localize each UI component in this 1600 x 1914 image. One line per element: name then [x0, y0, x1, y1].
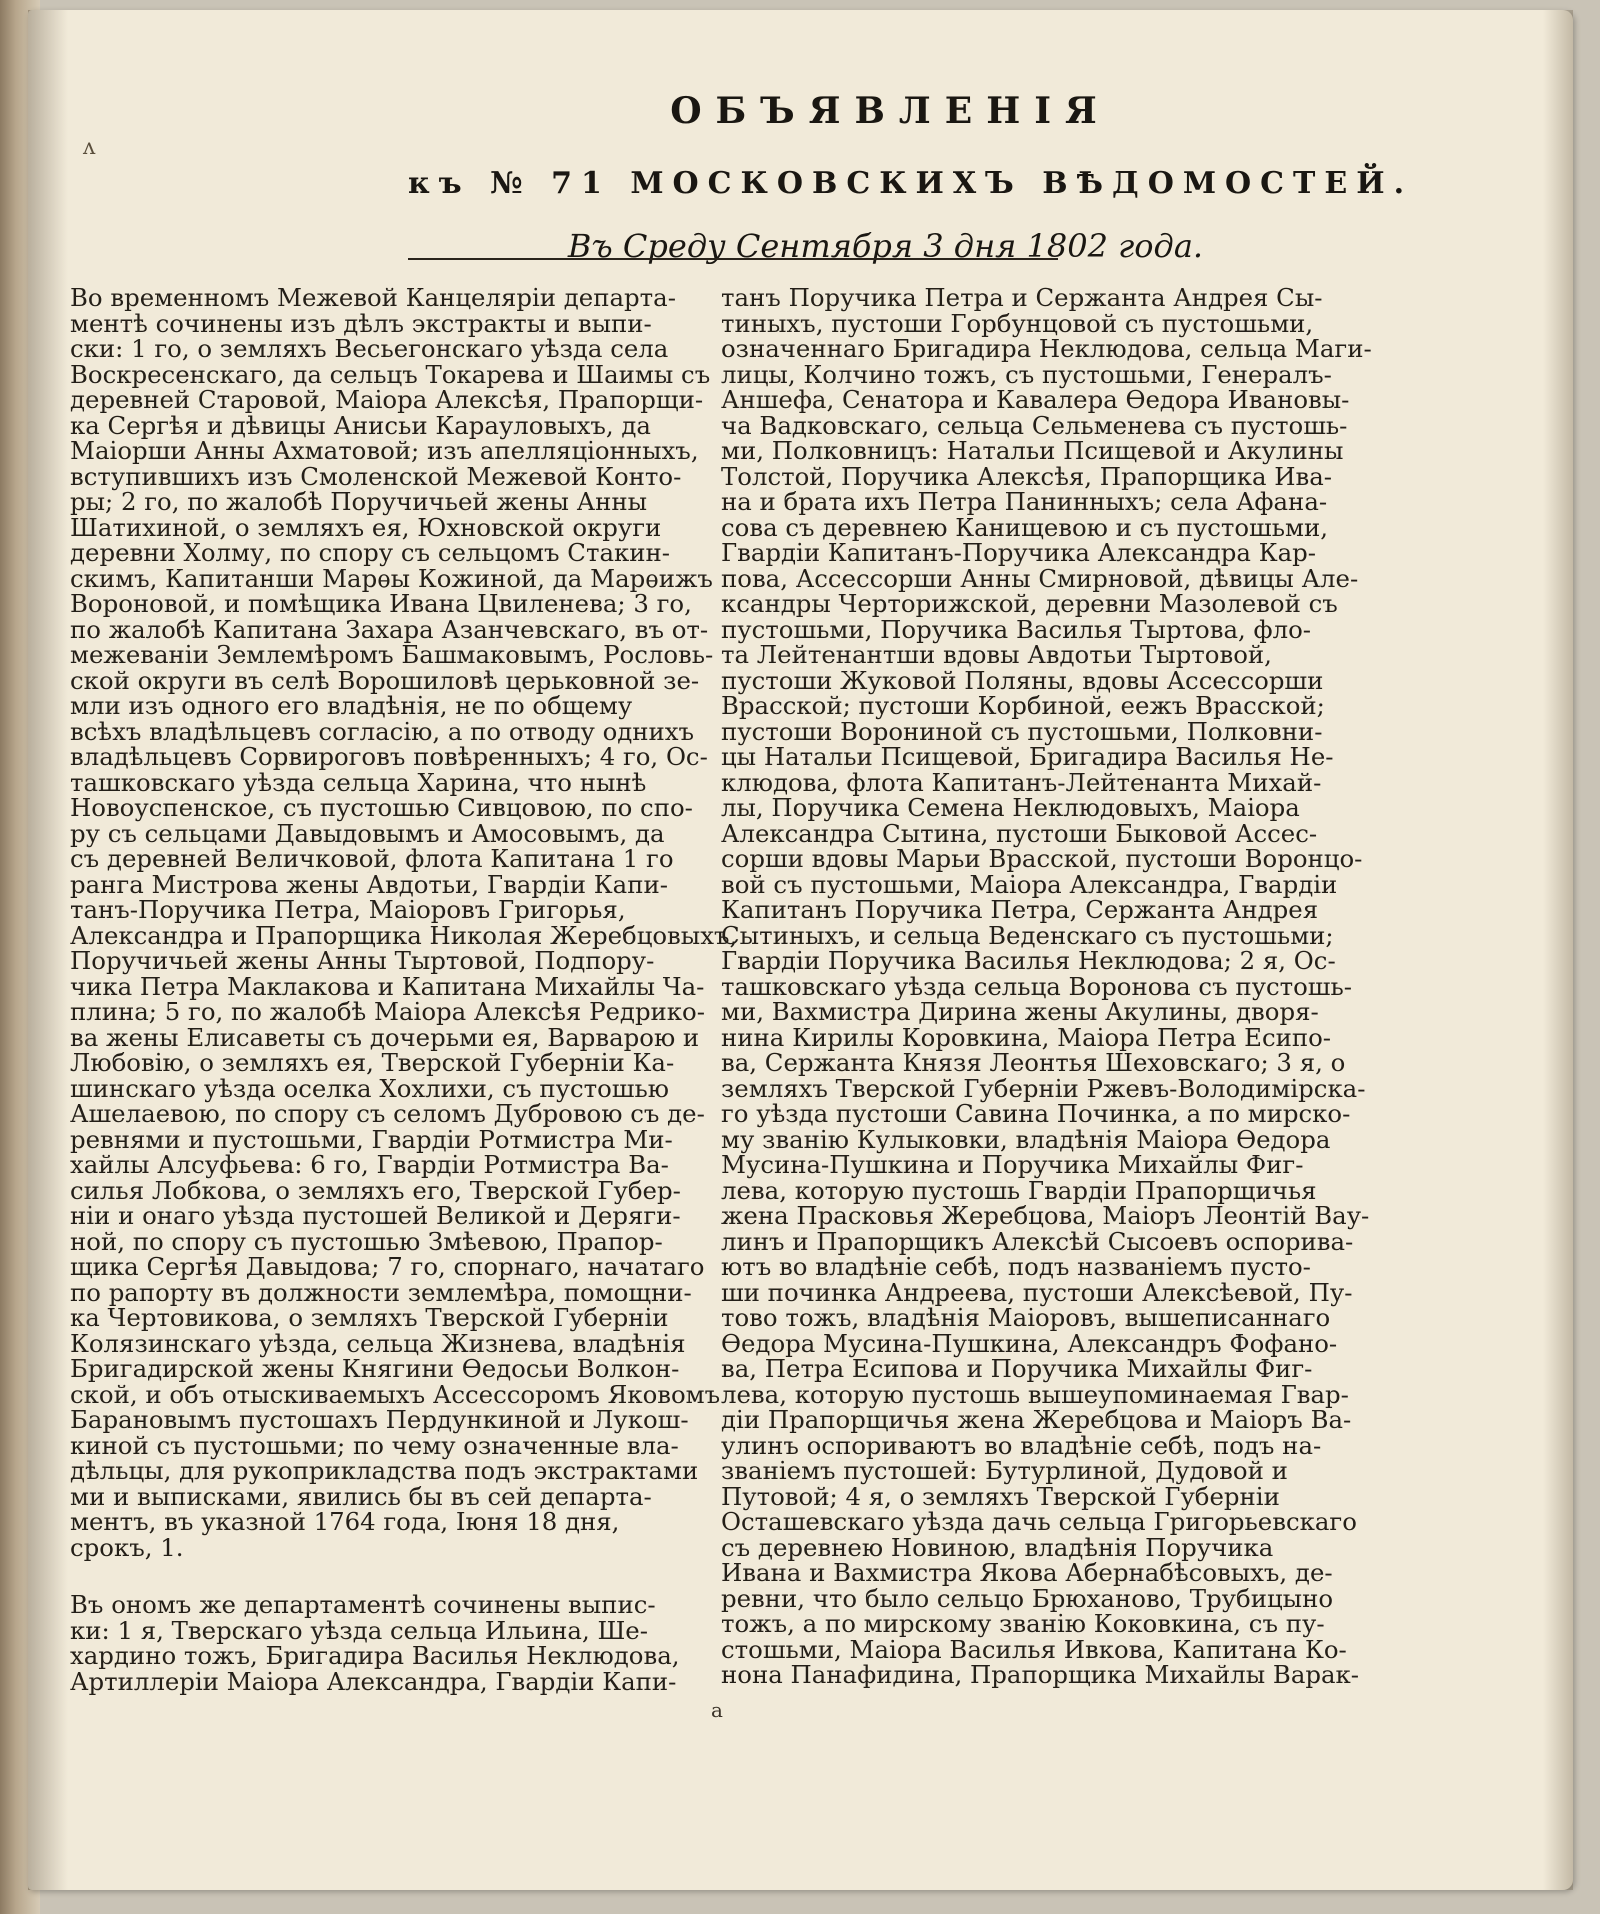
text-line: танъ Поручика Петра и Сержанта Андрея Сы- [721, 283, 1323, 312]
text-line: хардино тожъ, Бригадира Василья Неклюдова, [70, 1641, 680, 1670]
text-line: Александра Сытина, пустоши Быковой Ассес- [721, 818, 1318, 848]
text-line: дѣльцы, для рукоприкладства подъ экстрактами [70, 1456, 699, 1485]
masthead [28, 90, 1573, 265]
text-line: ры; 2 го, по жалобѣ Поручичьей жены Анны [70, 487, 648, 516]
text-line: на и брата ихъ Петра Панинныхъ; села Афана- [721, 487, 1328, 516]
text-line: межеваніи Землемѣромъ Башмаковымъ, Рословь- [70, 640, 714, 669]
text-line: цы Натальи Псищевой, Бригадира Василья Не- [721, 742, 1334, 771]
text-line: ташковскаго уѣзда сельца Воронова съ пустошь- [721, 971, 1353, 1001]
text-line: улинъ оспориваютъ во владѣніе себѣ, подъ на- [721, 1430, 1322, 1460]
right-column [721, 283, 1372, 1689]
text-line: Маіорши Анны Ахматовой; изъ апелляціонныхъ, [70, 436, 699, 465]
text-line: ташковскаго уѣзда сельца Харина, что нынѣ [70, 767, 647, 797]
header-rule [408, 258, 1058, 260]
text-line: ва жены Елисаветы съ дочерьми ея, Варварою и [70, 1022, 700, 1052]
text-line: лицы, Колчино тожъ, съ пустошьми, Генералъ- [721, 359, 1332, 389]
margin-mark: ʌ [83, 135, 96, 160]
text-line: ревнями и пустошьми, Гвардіи Ротмистра Ми- [70, 1124, 673, 1154]
text-line: киной съ пустошьми; по чему означенные вла- [70, 1430, 679, 1460]
text-line: хайлы Алсуфьева: 6 го, Гвардіи Ротмистра Ва- [70, 1150, 669, 1179]
text-line: ской, и объ отыскиваемыхъ Ассессоромъ Яковомъ [70, 1379, 721, 1409]
text-line: Мусина-Пушкина и Поручика Михайлы Фиг- [721, 1150, 1304, 1179]
text-line: ка Чертовикова, о земляхъ Тверской Губерніи [70, 1303, 669, 1332]
text-line: ши починка Андреева, пустоши Алексѣевой, Пу- [721, 1277, 1353, 1307]
text-line: ски: 1 го, о земляхъ Весьегонскаго уѣзда села [70, 334, 669, 363]
issue-subtitle: къ № 71 МОСКОВСКИХЪ ВѢДОМОСТЕЙ. [407, 166, 1414, 201]
text-line: діи Прапорщичья жена Жеребцова и Маіоръ Ва- [721, 1405, 1352, 1434]
text-line: Толстой, Поручика Алексѣя, Прапорщика Ива- [721, 461, 1333, 491]
text-line: сорши вдовы Марьи Врасской, пустоши Воронцо- [721, 844, 1363, 873]
text-line: по рапорту въ должности землемѣра, помощни- [70, 1277, 692, 1307]
text-line: ки: 1 я, Тверскаго уѣзда сельца Ильина, Ше- [70, 1615, 648, 1645]
text-line: Поручичьей жены Анны Тыртовой, Подпору- [70, 946, 655, 975]
text-line: Любовію, о земляхъ ея, Тверской Губерніи Ка- [70, 1048, 675, 1077]
text-line: Во временномъ Межевой Канцеляріи департа- [70, 283, 676, 312]
text-line: сова съ деревнею Канищевою и съ пустошьми, [721, 512, 1328, 542]
left-column [70, 283, 738, 1696]
text-line: Осташевскаго уѣзда дачь сельца Григорьевскаго [721, 1507, 1357, 1536]
text-line: Шатихиной, о земляхъ ея, Юхновской округи [70, 512, 662, 542]
text-line: ментъ, въ указной 1764 года, Іюня 18 дня, [70, 1507, 620, 1536]
text-line: Колязинскаго уѣзда, сельца Жизнева, владѣнія [70, 1328, 686, 1358]
text-line: го уѣзда пустоши Савина Починка, а по мирско- [721, 1099, 1351, 1128]
text-line: шинскаго уѣзда оселка Хохлихи, съ пустошью [70, 1073, 669, 1103]
text-line: ча Вадковскаго, сельца Сельменева съ пустошь- [721, 410, 1348, 440]
text-line: ми, Полковницъ: Натальи Псищевой и Акулины [721, 436, 1344, 465]
text-line: тиныхъ, пустоши Горбунцовой съ пустошьми, [721, 308, 1314, 338]
text-line: плина; 5 го, по жалобѣ Маіора Алексѣя Редрико- [70, 997, 705, 1026]
text-line: ранга Мистрова жены Авдотьи, Гвардіи Капи- [70, 869, 668, 899]
text-line: по жалобѣ Капитана Захара Азанчевскаго, въ от- [70, 614, 709, 644]
text-line: ва, Сержанта Князя Леонтья Шеховскаго; 3 я, о [721, 1048, 1346, 1077]
text-line: тожъ, а по мирскому званію Коковкина, съ пу- [721, 1609, 1325, 1638]
text-line: стошьми, Маіора Василья Ивкова, Капитана Ко- [721, 1634, 1347, 1664]
text-line: тово тожъ, владѣнія Маіоровъ, вышеписаннаго [721, 1303, 1331, 1332]
text-line: ной, по спору съ пустошью Змѣевою, Прапор- [70, 1226, 663, 1256]
text-line: нона Панафидина, Прапорщика Михайлы Варак- [721, 1660, 1360, 1689]
text-line: Ивана и Вахмистра Якова Абернабѣсовыхъ, де- [721, 1558, 1333, 1587]
text-line: ксандры Черторижской, деревни Мазолевой съ [721, 589, 1338, 618]
text-line: силья Лобкова, о земляхъ его, Тверской Губер- [70, 1175, 681, 1205]
text-line: Александра и Прапорщика Николая Жеребцовыхъ, [70, 920, 738, 950]
text-line: вой съ пустошьми, Маіора Александра, Гвардіи [721, 869, 1338, 899]
text-line: Барановымъ пустошахъ Пердункиной и Лукош- [70, 1405, 689, 1434]
text-line: съ деревней Величковой, флота Капитана 1 го [70, 844, 674, 873]
text-line: лева, которую пустошь вышеупоминаемая Гвар- [721, 1379, 1349, 1409]
text-line: мли изъ одного его владѣнія, не по общему [70, 691, 633, 720]
text-line: владѣльцевъ Сорвироговъ повѣренныхъ; 4 го, Ос- [70, 742, 708, 771]
text-line: Аншефа, Сенатора и Кавалера Ѳедора Ивановы- [721, 385, 1350, 414]
text-line: ніи и онаго уѣзда пустошей Великой и Деряги- [70, 1201, 681, 1230]
text-line: ревни, что было сельцо Брюханово, Трубицыно [721, 1583, 1334, 1613]
text-line: нина Кирилы Коровкина, Маіора Петра Есипо- [721, 1022, 1332, 1052]
text-line: линъ и Прапорщикъ Алексѣй Сысоевъ оспорива- [721, 1226, 1354, 1256]
text-line: лы, Поручика Семена Неклюдовыхъ, Маіора [721, 793, 1300, 822]
text-line: срокъ, 1. [70, 1532, 184, 1562]
catchword: а [711, 1698, 723, 1722]
text-line: жена Прасковья Жеребцова, Маіоръ Леонтій Вау- [721, 1201, 1370, 1230]
text-line: Путовой; 4 я, о земляхъ Тверской Губерніи [721, 1481, 1280, 1511]
paragraph-gap [70, 1560, 670, 1592]
text-line: Ѳедора Мусина-Пушкина, Александръ Фофано- [721, 1328, 1338, 1358]
text-line: ми, Вахмистра Дирина жены Акулины, дворя- [721, 997, 1319, 1026]
text-line: ментѣ сочинены изъ дѣлъ экстракты и выпи- [70, 308, 652, 338]
text-line: означеннаго Бригадира Неклюдова, сельца Маги- [721, 334, 1372, 363]
text-line: званіемъ пустошей: Бутурлиной, Дудовой и [721, 1456, 1288, 1485]
text-line: Гвардіи Капитанъ-Поручика Александра Кар- [721, 538, 1316, 567]
issue-date: Въ Среду Сентября 3 дня 1802 года. [567, 227, 1204, 265]
text-line: щика Сергѣя Давыдова; 7 го, спорнаго, начатаго [70, 1252, 705, 1281]
text-line: ской округи въ селѣ Ворошиловѣ церьковной зе- [70, 665, 700, 695]
text-line: клюдова, флота Капитанъ-Лейтенанта Михай- [721, 767, 1322, 797]
text-line: пустошьми, Поручика Василья Тыртова, фло- [721, 614, 1312, 644]
text-line: лева, которую пустошь Гвардіи Прапорщичья [721, 1175, 1317, 1205]
text-line: ва, Петра Есипова и Поручика Михайлы Фиг- [721, 1354, 1313, 1383]
text-line: Ашелаевою, по спору съ селомъ Дубровою съ де- [70, 1099, 705, 1128]
text-line: деревни Холму, по спору съ сельцомъ Стакин- [70, 538, 670, 567]
text-line: ютъ во владѣніе себѣ, подъ названіемъ пусто- [721, 1252, 1311, 1281]
text-line: Бригадирской жены Княгини Ѳедосьи Волкон- [70, 1354, 680, 1383]
text-line: Новоуспенское, съ пустошью Сивцовою, по спо- [70, 793, 693, 822]
text-line: Вороновой, и помѣщика Ивана Цвиленева; 3 го, [70, 589, 692, 618]
page-title: ОБЪЯВЛЕНІЯ [670, 90, 1111, 132]
text-line: скимъ, Капитанши Марѳы Кожиной, да Марѳижъ [70, 563, 713, 593]
text-line: деревней Старовой, Маіора Алексѣя, Прапорщи- [70, 385, 704, 414]
text-line: пустоши Жуковой Поляны, вдовы Ассессорши [721, 665, 1324, 695]
text-line: та Лейтенантши вдовы Авдотьи Тыртовой, [721, 640, 1272, 669]
text-line: Гвардіи Поручика Василья Неклюдова; 2 я, Ос- [721, 946, 1336, 975]
text-line: му званію Кулыковки, владѣнія Маіора Ѳедора [721, 1124, 1331, 1154]
text-line: ми и выписками, явились бы въ сей департа- [70, 1481, 652, 1511]
text-line: земляхъ Тверской Губерніи Ржевъ-Володимірска- [721, 1073, 1366, 1103]
text-line: Капитанъ Поручика Петра, Сержанта Андрея [721, 895, 1319, 924]
text-line: Воскресенскаго, да сельцъ Токарева и Шаимы съ [70, 359, 711, 389]
text-line: вступившихъ изъ Смоленской Межевой Конто- [70, 461, 682, 491]
text-line: Сытиныхъ, и сельца Веденскаго съ пустошьми; [721, 920, 1334, 950]
text-line: Врасской; пустоши Корбиной, еежъ Врасской; [721, 691, 1325, 720]
text-line: ка Сергѣя и дѣвицы Анисьи Карауловыхъ, да [70, 410, 651, 440]
text-line: пова, Ассессорши Анны Смирновой, дѣвицы Але- [721, 563, 1359, 593]
text-line: Артиллеріи Маіора Александра, Гвардіи Капи- [70, 1666, 677, 1696]
text-line: Въ ономъ же департаментѣ сочинены выпис- [70, 1590, 656, 1619]
newspaper-page [28, 10, 1573, 1890]
page-edge-shadow [1543, 10, 1573, 1890]
text-line: всѣхъ владѣльцевъ согласію, а по отводу однихъ [70, 716, 695, 746]
text-line: танъ-Поручика Петра, Маіоровъ Григорья, [70, 895, 626, 924]
gutter-shadow [28, 10, 68, 1890]
text-line: съ деревнею Новиною, владѣнія Поручика [721, 1532, 1274, 1562]
text-line: чика Петра Маклакова и Капитана Михайлы Ча- [70, 971, 705, 1001]
text-line: ру съ сельцами Давыдовымъ и Амосовымъ, да [70, 818, 665, 848]
text-line: пустоши Ворониной съ пустошьми, Полковни- [721, 716, 1323, 746]
